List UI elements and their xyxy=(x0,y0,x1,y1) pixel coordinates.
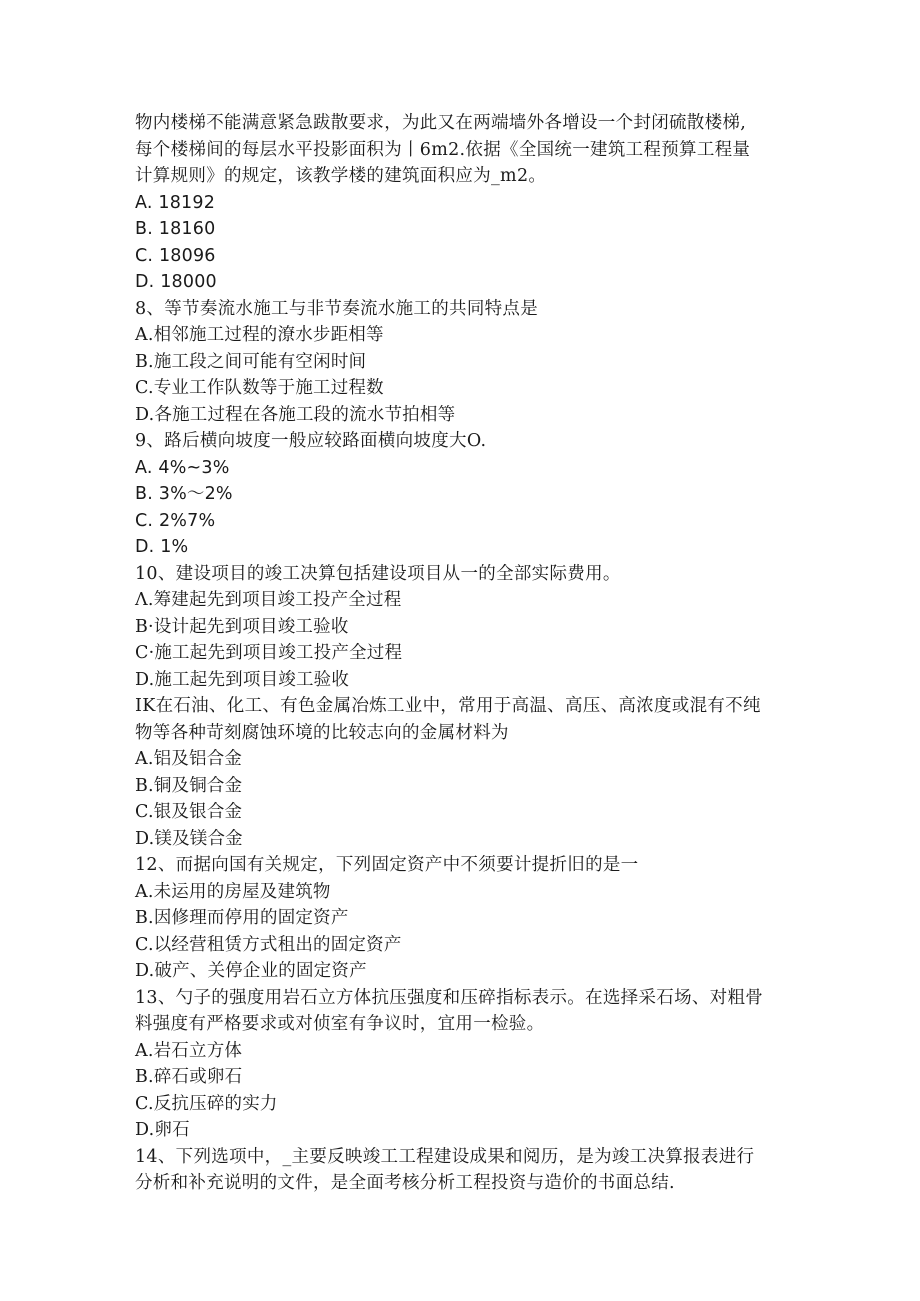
question-8-title: 8、等节奏流水施工与非节奏流水施工的共同特点是 xyxy=(135,298,539,319)
question-13-title-line-2: 料强度有严格要求或对侦室有争议时，宜用一检验。 xyxy=(135,1014,545,1034)
question-13-title-line-1: 13、勺子的强度用岩石立方体抗压强度和压碎指标表示。在选择采石场、对粗骨 xyxy=(135,987,764,1008)
question-10-option-b: B·设计起先到项目竣工验收 xyxy=(135,616,349,637)
question-7-option-c: C. 18096 xyxy=(135,245,216,266)
question-12-title: 12、而据向国有关规定，下列固定资产中不须要计提折旧的是一 xyxy=(135,855,639,875)
question-9-option-c: C. 2%7% xyxy=(135,510,216,531)
question-13-option-b: B.碎石或卵石 xyxy=(135,1067,243,1087)
question-7-text-line-1: 物内楼梯不能满意紧急跋散要求，为此又在两端墙外各增设一个封闭硫散楼梯, xyxy=(135,113,747,133)
question-9-option-a: A. 4%~3% xyxy=(135,457,230,478)
question-12-option-d: D.破产、关停企业的固定资产 xyxy=(135,961,367,981)
question-7-option-d: D. 18000 xyxy=(135,272,217,292)
question-10-title: 10、建设项目的竣工决算包括建设项目从一的全部实际费用。 xyxy=(135,563,621,584)
question-7-text-line-3: 计算规则》的规定，该教学楼的建筑面积应为_m2。 xyxy=(135,166,547,186)
question-11-title-line-2: 物等各种苛刻腐蚀环境的比较志向的金属材料为 xyxy=(135,722,509,743)
document-body xyxy=(135,110,795,1197)
question-13-option-c: C.反抗压碎的实力 xyxy=(135,1093,278,1114)
question-11-title-line-1: IK在石油、化工、有色金属冶炼工业中，常用于高温、高压、高浓度或混有不纯 xyxy=(135,696,761,716)
question-14-title-line-2: 分析和补充说明的文件，是全面考核分析工程投资与造价的书面总结. xyxy=(135,1173,675,1193)
question-13-option-d: D.卵石 xyxy=(135,1120,190,1140)
question-12-option-a: A.未运用的房屋及建筑物 xyxy=(135,881,331,902)
question-12-option-c: C.以经营租赁方式租出的固定资产 xyxy=(135,934,402,955)
question-11-option-b: B.铜及铜合金 xyxy=(135,775,243,796)
question-7-option-b: B. 18160 xyxy=(135,219,216,239)
question-11-option-d: D.镁及镁合金 xyxy=(135,828,243,849)
question-8-option-a: A.相邻施工过程的潦水步距相等 xyxy=(135,325,384,345)
question-10-option-a: Λ.筹建起先到项目竣工投产全过程 xyxy=(135,590,402,610)
question-10-option-d: D.施工起先到项目竣工验收 xyxy=(135,669,350,690)
question-9-option-b: B. 3%～2% xyxy=(135,484,233,504)
question-8-option-b: B.施工段之间可能有空闲时间 xyxy=(135,351,367,372)
question-13-option-a: A.岩石立方体 xyxy=(135,1040,243,1061)
question-14-title-line-1: 14、下列选项中，_主要反映竣工工程建设成果和阅历，是为竣工决算报表进行 xyxy=(135,1146,755,1167)
question-9-title: 9、路后横向坡度一般应较路面横向坡度大O. xyxy=(135,431,487,451)
question-10-option-c: C·施工起先到项目竣工投产全过程 xyxy=(135,643,403,663)
question-9-option-d: D. 1% xyxy=(135,537,189,557)
question-11-option-a: A.铝及铝合金 xyxy=(135,749,243,769)
question-11-option-c: C.银及银合金 xyxy=(135,802,243,822)
question-7-option-a: A. 18192 xyxy=(135,192,216,213)
question-12-option-b: B.因修理而停用的固定资产 xyxy=(135,908,349,928)
question-8-option-c: C.专业工作队数等于施工过程数 xyxy=(135,378,384,398)
question-8-option-d: D.各施工过程在各施工段的流水节拍相等 xyxy=(135,404,456,425)
question-7-text-line-2: 每个楼梯间的每层水平投影面积为丨6m2.依据《全国统一建筑工程预算工程量 xyxy=(135,139,751,160)
